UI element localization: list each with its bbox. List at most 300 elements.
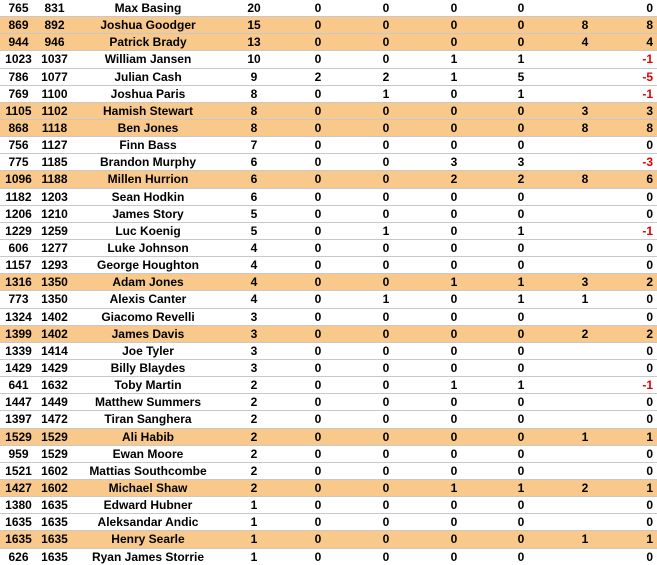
player-name-cell: Hamish Stewart bbox=[72, 102, 224, 119]
col3-cell: 0 bbox=[420, 308, 488, 325]
table-row bbox=[0, 34, 657, 51]
points-cell: 3 bbox=[224, 359, 284, 376]
col1-cell: 0 bbox=[284, 291, 352, 308]
col5-cell: 2 bbox=[554, 325, 616, 342]
col1-cell: 0 bbox=[284, 119, 352, 136]
col5-cell: 1 bbox=[554, 531, 616, 548]
col1-cell: 0 bbox=[284, 34, 352, 51]
col5-cell: 8 bbox=[554, 17, 616, 34]
rank-b-cell: 1402 bbox=[37, 308, 72, 325]
rank-a-cell: 773 bbox=[0, 291, 37, 308]
rank-a-cell: 1635 bbox=[0, 514, 37, 531]
rank-b-cell: 1118 bbox=[37, 119, 72, 136]
player-name-cell: Patrick Brady bbox=[72, 34, 224, 51]
col1-cell: 0 bbox=[284, 548, 352, 565]
col2-cell: 0 bbox=[352, 257, 420, 274]
rank-b-cell: 1203 bbox=[37, 188, 72, 205]
col1-cell: 2 bbox=[284, 68, 352, 85]
points-cell: 3 bbox=[224, 308, 284, 325]
col4-cell: 0 bbox=[488, 325, 554, 342]
col4-cell: 3 bbox=[488, 154, 554, 171]
player-name-cell: Ben Jones bbox=[72, 119, 224, 136]
col5-cell: 1 bbox=[554, 291, 616, 308]
col1-cell: 0 bbox=[284, 137, 352, 154]
table-row bbox=[0, 497, 657, 514]
col3-cell: 0 bbox=[420, 325, 488, 342]
col4-cell: 0 bbox=[488, 394, 554, 411]
col2-cell: 0 bbox=[352, 17, 420, 34]
col1-cell: 0 bbox=[284, 359, 352, 376]
table-row bbox=[0, 239, 657, 256]
diff-cell: 8 bbox=[616, 17, 657, 34]
rank-a-cell: 868 bbox=[0, 119, 37, 136]
col2-cell: 0 bbox=[352, 531, 420, 548]
points-cell: 3 bbox=[224, 325, 284, 342]
col3-cell: 0 bbox=[420, 17, 488, 34]
points-cell: 4 bbox=[224, 291, 284, 308]
table-row bbox=[0, 222, 657, 239]
diff-cell: 0 bbox=[616, 394, 657, 411]
col2-cell: 0 bbox=[352, 102, 420, 119]
col2-cell: 1 bbox=[352, 85, 420, 102]
col5-cell: 3 bbox=[554, 274, 616, 291]
table-row bbox=[0, 154, 657, 171]
points-cell: 2 bbox=[224, 479, 284, 496]
col1-cell: 0 bbox=[284, 428, 352, 445]
col4-cell: 0 bbox=[517, 1, 525, 16]
rank-b-cell: 1635 bbox=[37, 514, 72, 531]
col1-cell: 0 bbox=[284, 274, 352, 291]
diff-cell: -1 bbox=[616, 222, 657, 239]
rank-b-cell: 1529 bbox=[37, 445, 72, 462]
rank-a-cell: 1096 bbox=[0, 171, 37, 188]
diff-cell: 0 bbox=[616, 359, 657, 376]
table-row bbox=[0, 17, 657, 34]
rank-b-cell: 1077 bbox=[37, 68, 72, 85]
col5-cell: 1 bbox=[554, 428, 616, 445]
col1-cell: 0 bbox=[284, 51, 352, 68]
player-name-cell: William Jansen bbox=[72, 51, 224, 68]
player-name-cell: James Davis bbox=[72, 325, 224, 342]
col2-cell: 0 bbox=[352, 137, 420, 154]
col4-cell: 0 bbox=[488, 531, 554, 548]
col3-cell: 0 bbox=[420, 394, 488, 411]
points-cell: 4 bbox=[224, 239, 284, 256]
col4-cell: 0 bbox=[488, 34, 554, 51]
table-row bbox=[0, 274, 657, 291]
col1-cell: 0 bbox=[284, 222, 352, 239]
rank-b-cell: 1402 bbox=[37, 325, 72, 342]
col5-cell bbox=[554, 497, 616, 514]
player-name-cell: Michael Shaw bbox=[72, 479, 224, 496]
col2-cell: 0 bbox=[352, 514, 420, 531]
player-name-cell: James Story bbox=[72, 205, 224, 222]
col3-cell: 0 bbox=[420, 514, 488, 531]
player-name-cell: Brandon Murphy bbox=[72, 154, 224, 171]
rank-a-cell: 1427 bbox=[0, 479, 37, 496]
col4-cell: 0 bbox=[488, 342, 554, 359]
diff-cell: 0 bbox=[616, 445, 657, 462]
col4-cell: 0 bbox=[488, 411, 554, 428]
rank-a-cell: 1229 bbox=[0, 222, 37, 239]
rank-b-cell: 1350 bbox=[37, 274, 72, 291]
rank-b-cell: 1350 bbox=[37, 291, 72, 308]
rank-a-cell: 756 bbox=[0, 137, 37, 154]
rank-a-cell: 1380 bbox=[0, 497, 37, 514]
col4-cell: 0 bbox=[488, 205, 554, 222]
diff-cell: 0 bbox=[616, 497, 657, 514]
col4-cell: 0 bbox=[488, 137, 554, 154]
diff-cell: -1 bbox=[616, 85, 657, 102]
player-name-cell: Alexis Canter bbox=[72, 291, 224, 308]
col2-cell: 0 bbox=[352, 359, 420, 376]
col5-cell bbox=[554, 239, 616, 256]
col5-cell: 3 bbox=[554, 102, 616, 119]
points-cell: 2 bbox=[224, 377, 284, 394]
col4-cell: 1 bbox=[488, 85, 554, 102]
points-cell: 2 bbox=[224, 428, 284, 445]
points-cell: 8 bbox=[224, 102, 284, 119]
points-cell: 9 bbox=[224, 68, 284, 85]
rank-b-cell: 1259 bbox=[37, 222, 72, 239]
col3-cell: 0 bbox=[420, 205, 488, 222]
col2-cell: 0 bbox=[352, 171, 420, 188]
player-name-cell: Matthew Summers bbox=[72, 394, 224, 411]
col1-cell: 0 bbox=[284, 325, 352, 342]
table-row bbox=[0, 102, 657, 119]
table-row bbox=[0, 291, 657, 308]
col2-cell: 0 bbox=[352, 462, 420, 479]
diff-cell: 0 bbox=[646, 1, 653, 16]
player-name-cell: Aleksandar Andic bbox=[72, 514, 224, 531]
col1-cell: 0 bbox=[284, 85, 352, 102]
col2-cell: 0 bbox=[352, 445, 420, 462]
rank-b-cell: 1293 bbox=[37, 257, 72, 274]
table-row bbox=[0, 394, 657, 411]
table-row bbox=[0, 205, 657, 222]
table-row bbox=[0, 0, 657, 17]
player-name-cell: Max Basing bbox=[114, 1, 182, 16]
table-row bbox=[0, 257, 657, 274]
col4-cell: 0 bbox=[488, 239, 554, 256]
col1-cell: 0 bbox=[284, 514, 352, 531]
col2-cell: 0 bbox=[352, 411, 420, 428]
rank-a-cell: 1339 bbox=[0, 342, 37, 359]
col5-cell bbox=[554, 394, 616, 411]
points-cell: 8 bbox=[224, 119, 284, 136]
col1-cell: 0 bbox=[284, 102, 352, 119]
col2-cell: 0 bbox=[352, 205, 420, 222]
rank-b-cell: 1277 bbox=[37, 239, 72, 256]
rank-b-cell: 1185 bbox=[37, 154, 72, 171]
player-name-cell: Giacomo Revelli bbox=[72, 308, 224, 325]
rank-b-cell: 831 bbox=[44, 1, 65, 16]
col3-cell: 0 bbox=[420, 428, 488, 445]
player-name-cell: George Houghton bbox=[72, 257, 224, 274]
col1-cell: 0 bbox=[314, 1, 322, 16]
col1-cell: 0 bbox=[284, 445, 352, 462]
table-row bbox=[0, 479, 657, 496]
col3-cell: 0 bbox=[420, 239, 488, 256]
rank-b-cell: 1100 bbox=[37, 85, 72, 102]
col5-cell bbox=[554, 548, 616, 565]
player-name-cell: Billy Blaydes bbox=[72, 359, 224, 376]
col2-cell: 0 bbox=[352, 548, 420, 565]
table-row bbox=[0, 68, 657, 85]
rank-b-cell: 892 bbox=[37, 17, 72, 34]
player-name-cell: Edward Hubner bbox=[72, 497, 224, 514]
rank-b-cell: 1102 bbox=[37, 102, 72, 119]
col5-cell bbox=[554, 411, 616, 428]
col5-cell bbox=[554, 514, 616, 531]
col2-cell: 0 bbox=[352, 154, 420, 171]
col2-cell: 0 bbox=[352, 325, 420, 342]
col1-cell: 0 bbox=[284, 411, 352, 428]
player-name-cell: Sean Hodkin bbox=[72, 188, 224, 205]
points-cell: 1 bbox=[224, 514, 284, 531]
col1-cell: 0 bbox=[284, 462, 352, 479]
col3-cell: 0 bbox=[450, 1, 458, 16]
col5-cell bbox=[554, 205, 616, 222]
rank-a-cell: 1447 bbox=[0, 394, 37, 411]
rank-b-cell: 1602 bbox=[37, 462, 72, 479]
col1-cell: 0 bbox=[284, 479, 352, 496]
col1-cell: 0 bbox=[284, 239, 352, 256]
col4-cell: 0 bbox=[488, 514, 554, 531]
col3-cell: 1 bbox=[420, 479, 488, 496]
col5-cell bbox=[554, 137, 616, 154]
player-name-cell: Ryan James Storrie bbox=[72, 548, 224, 565]
points-cell: 4 bbox=[224, 274, 284, 291]
table-row bbox=[0, 445, 657, 462]
diff-cell: 4 bbox=[616, 34, 657, 51]
col2-cell: 0 bbox=[352, 239, 420, 256]
diff-cell: 0 bbox=[616, 342, 657, 359]
rank-b-cell: 1188 bbox=[37, 171, 72, 188]
diff-cell: 6 bbox=[616, 171, 657, 188]
col2-cell: 0 bbox=[352, 479, 420, 496]
points-cell: 2 bbox=[224, 462, 284, 479]
col4-cell: 0 bbox=[488, 428, 554, 445]
col3-cell: 0 bbox=[420, 462, 488, 479]
col4-cell: 0 bbox=[488, 308, 554, 325]
diff-cell: 1 bbox=[616, 531, 657, 548]
col4-cell: 0 bbox=[488, 497, 554, 514]
col3-cell: 0 bbox=[420, 222, 488, 239]
col4-cell: 1 bbox=[488, 51, 554, 68]
rank-a-cell: 1399 bbox=[0, 325, 37, 342]
col1-cell: 0 bbox=[284, 188, 352, 205]
rank-a-cell: 626 bbox=[0, 548, 37, 565]
rank-b-cell: 1632 bbox=[37, 377, 72, 394]
col3-cell: 3 bbox=[420, 154, 488, 171]
col2-cell: 0 bbox=[352, 119, 420, 136]
player-name-cell: Joe Tyler bbox=[72, 342, 224, 359]
diff-cell: 0 bbox=[616, 462, 657, 479]
points-cell: 6 bbox=[224, 171, 284, 188]
col5-cell bbox=[554, 154, 616, 171]
table-row bbox=[0, 342, 657, 359]
diff-cell: 0 bbox=[616, 257, 657, 274]
col3-cell: 0 bbox=[420, 102, 488, 119]
table-row bbox=[0, 308, 657, 325]
col2-cell: 0 bbox=[352, 274, 420, 291]
diff-cell: 0 bbox=[616, 411, 657, 428]
rank-a-cell: 775 bbox=[0, 154, 37, 171]
rank-a-cell: 786 bbox=[0, 68, 37, 85]
table-row bbox=[0, 359, 657, 376]
col3-cell: 1 bbox=[420, 377, 488, 394]
points-cell: 20 bbox=[247, 1, 261, 16]
col1-cell: 0 bbox=[284, 308, 352, 325]
diff-cell: 0 bbox=[616, 205, 657, 222]
col2-cell: 1 bbox=[352, 291, 420, 308]
player-name-cell: Joshua Goodger bbox=[72, 17, 224, 34]
diff-cell: 0 bbox=[616, 548, 657, 565]
diff-cell: -1 bbox=[616, 51, 657, 68]
points-cell: 1 bbox=[224, 497, 284, 514]
rank-a-cell: 1206 bbox=[0, 205, 37, 222]
diff-cell: 0 bbox=[616, 514, 657, 531]
rank-a-cell: 1429 bbox=[0, 359, 37, 376]
col1-cell: 0 bbox=[284, 497, 352, 514]
player-name-cell: Ali Habib bbox=[72, 428, 224, 445]
diff-cell: 2 bbox=[616, 274, 657, 291]
rank-b-cell: 1414 bbox=[37, 342, 72, 359]
player-name-cell: Tiran Sanghera bbox=[72, 411, 224, 428]
col4-cell: 0 bbox=[488, 462, 554, 479]
rank-b-cell: 1210 bbox=[37, 205, 72, 222]
col3-cell: 0 bbox=[420, 497, 488, 514]
col3-cell: 0 bbox=[420, 34, 488, 51]
col3-cell: 0 bbox=[420, 85, 488, 102]
col2-cell: 0 bbox=[352, 342, 420, 359]
rank-a-cell: 641 bbox=[0, 377, 37, 394]
col1-cell: 0 bbox=[284, 531, 352, 548]
rank-a-cell: 1635 bbox=[0, 531, 37, 548]
points-cell: 8 bbox=[224, 85, 284, 102]
col2-cell: 1 bbox=[352, 222, 420, 239]
col3-cell: 2 bbox=[420, 171, 488, 188]
col1-cell: 0 bbox=[284, 394, 352, 411]
col3-cell: 0 bbox=[420, 137, 488, 154]
col3-cell: 1 bbox=[420, 274, 488, 291]
col4-cell: 1 bbox=[488, 274, 554, 291]
rank-b-cell: 1449 bbox=[37, 394, 72, 411]
rank-a-cell: 869 bbox=[0, 17, 37, 34]
col1-cell: 0 bbox=[284, 377, 352, 394]
player-name-cell: Toby Martin bbox=[72, 377, 224, 394]
rank-a-cell: 1157 bbox=[0, 257, 37, 274]
diff-cell: 3 bbox=[616, 102, 657, 119]
col5-cell bbox=[554, 188, 616, 205]
col4-cell: 1 bbox=[488, 291, 554, 308]
rank-b-cell: 1635 bbox=[37, 497, 72, 514]
points-cell: 1 bbox=[224, 531, 284, 548]
col5-cell bbox=[554, 0, 616, 17]
points-cell: 1 bbox=[224, 548, 284, 565]
col4-cell: 0 bbox=[488, 257, 554, 274]
col5-cell bbox=[554, 85, 616, 102]
rank-a-cell: 765 bbox=[8, 1, 29, 16]
col5-cell bbox=[554, 222, 616, 239]
rank-b-cell: 1635 bbox=[37, 548, 72, 565]
table-row bbox=[0, 548, 657, 565]
col5-cell bbox=[554, 257, 616, 274]
rank-b-cell: 1635 bbox=[37, 531, 72, 548]
diff-cell: 1 bbox=[616, 428, 657, 445]
points-cell: 6 bbox=[224, 154, 284, 171]
col2-cell: 0 bbox=[352, 394, 420, 411]
table-row bbox=[0, 514, 657, 531]
rank-b-cell: 1472 bbox=[37, 411, 72, 428]
col4-cell: 0 bbox=[488, 102, 554, 119]
points-cell: 2 bbox=[224, 445, 284, 462]
table-row bbox=[0, 119, 657, 136]
col3-cell: 0 bbox=[420, 119, 488, 136]
rank-a-cell: 1105 bbox=[0, 102, 37, 119]
points-cell: 2 bbox=[224, 411, 284, 428]
points-cell: 13 bbox=[224, 34, 284, 51]
table-row bbox=[0, 462, 657, 479]
player-name-cell: Ewan Moore bbox=[72, 445, 224, 462]
table-row bbox=[0, 411, 657, 428]
points-cell: 3 bbox=[224, 342, 284, 359]
col3-cell: 0 bbox=[420, 188, 488, 205]
col1-cell: 0 bbox=[284, 154, 352, 171]
col5-cell: 8 bbox=[554, 171, 616, 188]
col3-cell: 0 bbox=[420, 359, 488, 376]
col4-cell: 0 bbox=[488, 548, 554, 565]
diff-cell: -3 bbox=[616, 154, 657, 171]
diff-cell: 0 bbox=[616, 239, 657, 256]
col4-cell: 1 bbox=[488, 222, 554, 239]
col4-cell: 0 bbox=[488, 188, 554, 205]
table-row bbox=[0, 325, 657, 342]
col2-cell: 0 bbox=[352, 308, 420, 325]
diff-cell: 0 bbox=[616, 308, 657, 325]
col3-cell: 1 bbox=[420, 51, 488, 68]
table-row bbox=[0, 188, 657, 205]
col3-cell: 0 bbox=[420, 342, 488, 359]
rank-b-cell: 1127 bbox=[37, 137, 72, 154]
diff-cell: 0 bbox=[616, 137, 657, 154]
col3-cell: 0 bbox=[420, 291, 488, 308]
col4-cell: 0 bbox=[488, 359, 554, 376]
col5-cell bbox=[554, 445, 616, 462]
table-row bbox=[0, 531, 657, 548]
diff-cell: 0 bbox=[616, 188, 657, 205]
col1-cell: 0 bbox=[284, 342, 352, 359]
col2-cell: 0 bbox=[352, 497, 420, 514]
col5-cell bbox=[554, 377, 616, 394]
points-cell: 5 bbox=[224, 205, 284, 222]
rank-a-cell: 1023 bbox=[0, 51, 37, 68]
col4-cell: 0 bbox=[488, 17, 554, 34]
rank-a-cell: 1182 bbox=[0, 188, 37, 205]
col5-cell bbox=[554, 51, 616, 68]
rank-b-cell: 946 bbox=[37, 34, 72, 51]
table-row bbox=[0, 428, 657, 445]
col5-cell bbox=[554, 308, 616, 325]
player-name-cell: Luke Johnson bbox=[72, 239, 224, 256]
col3-cell: 0 bbox=[420, 445, 488, 462]
col5-cell: 2 bbox=[554, 479, 616, 496]
player-name-cell: Adam Jones bbox=[72, 274, 224, 291]
col1-cell: 0 bbox=[284, 205, 352, 222]
col4-cell: 0 bbox=[488, 119, 554, 136]
player-name-cell: Henry Searle bbox=[72, 531, 224, 548]
